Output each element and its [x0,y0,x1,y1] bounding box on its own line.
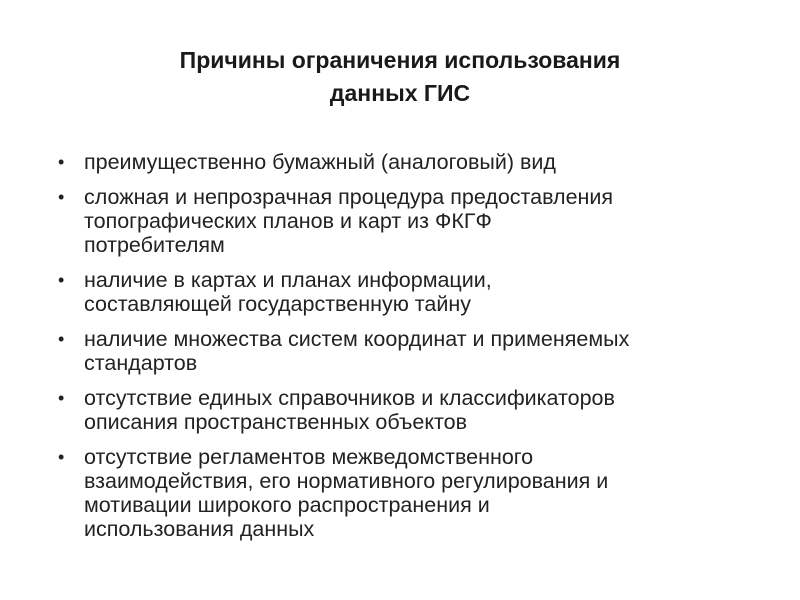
bullet-item-coordinate-systems [54,327,764,375]
bullet-item-no-classifiers [54,386,764,434]
bullet-text-line: мотивации широкого распространения и [84,493,490,517]
bullet-icon: • [58,270,65,290]
bullet-text-line: отсутствие единых справочников и классификаторов [84,386,615,410]
slide-title [60,44,740,110]
bullet-text-line: преимущественно бумажный (аналоговый) вид [84,150,556,174]
bullet-text-line: взаимодействия, его нормативного регулирования и [84,469,609,493]
bullet-list [54,150,764,552]
bullet-text-line: сложная и непрозрачная процедура предоставления [84,185,614,209]
slide-title-line-2: данных ГИС [329,80,471,106]
bullet-icon: • [58,152,65,172]
bullet-icon: • [58,447,65,467]
bullet-text-line: использования данных [84,517,315,541]
bullet-text-line: описания пространственных объектов [84,410,468,434]
bullet-item-state-secret [54,268,764,316]
bullet-text-line: топографических планов и карт из ФКГФ [84,209,492,233]
bullet-text-line: потребителям [84,233,225,257]
bullet-icon: • [58,187,65,207]
bullet-text-line: наличие в картах и планах информации, [84,268,492,292]
bullet-item-opaque-procedure [54,185,764,257]
bullet-text-line: составляющей государственную тайну [84,292,471,316]
bullet-item-paper-form [54,150,764,174]
slide-title-line-1: Причины ограничения использования [179,47,621,73]
bullet-text-line: наличие множества систем координат и применяемых [84,327,630,351]
bullet-item-no-regulations [54,445,764,541]
bullet-text-line: стандартов [84,351,198,375]
bullet-icon: • [58,388,65,408]
bullet-text-line: отсутствие регламентов межведомственного [84,445,534,469]
bullet-icon: • [58,329,65,349]
